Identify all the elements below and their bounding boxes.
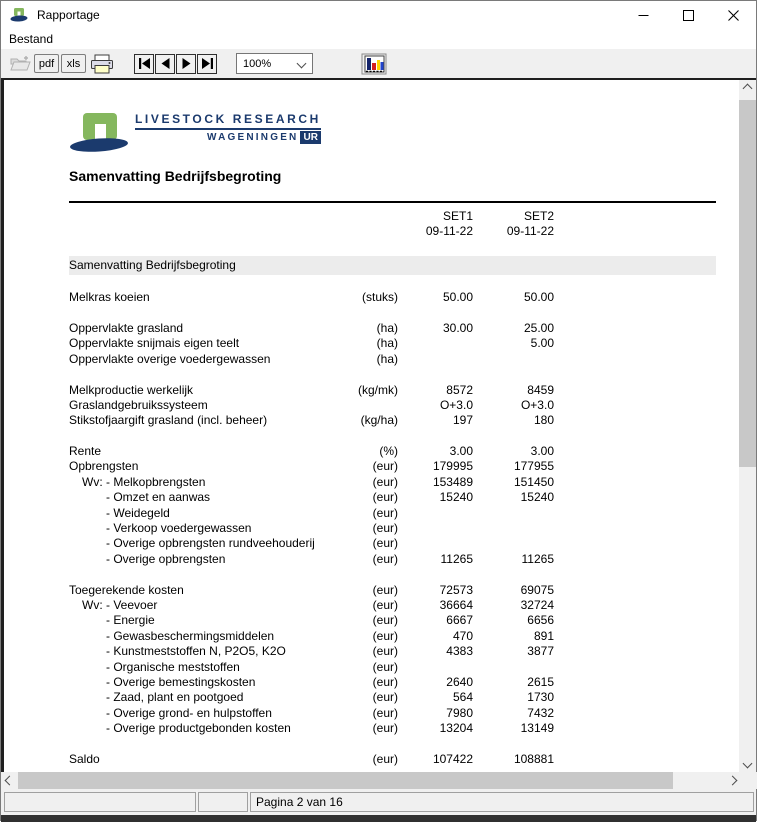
open-report-icon xyxy=(10,56,32,72)
row-label: Stikstofjaargift grasland (incl. beheer) xyxy=(69,413,268,428)
app-icon xyxy=(10,7,28,23)
row-value-set1 xyxy=(398,536,473,551)
blank-row xyxy=(69,275,716,290)
table-row xyxy=(69,459,716,474)
blank-row xyxy=(69,737,716,752)
row-value-set2: 32724 xyxy=(520,597,554,612)
table-row xyxy=(69,444,716,459)
row-value-set1: 3.00 xyxy=(449,444,473,459)
row-label: - Kunstmeststoffen N, P2O5, K2O xyxy=(106,644,286,659)
column-name-set1: SET1 xyxy=(442,209,473,223)
row-value-set2: 8459 xyxy=(527,382,554,397)
table-row xyxy=(69,506,716,521)
next-page-button[interactable] xyxy=(176,54,196,74)
maximize-button[interactable] xyxy=(666,1,711,29)
row-label: Melkras koeien xyxy=(69,290,150,305)
row-value-set2 xyxy=(473,536,554,551)
table-row xyxy=(69,629,716,644)
row-unit: (%) xyxy=(379,444,398,459)
scrollbar-corner xyxy=(741,772,757,789)
row-value-set2: 5.00 xyxy=(530,336,554,351)
table-row xyxy=(69,536,716,551)
row-label: Toegerekende kosten xyxy=(69,582,184,597)
minimize-button[interactable] xyxy=(621,1,666,29)
row-label: Opbrengsten xyxy=(69,459,139,474)
row-label: Saldo xyxy=(69,751,100,766)
horizontal-scrollbar[interactable] xyxy=(1,772,741,789)
row-spacer xyxy=(554,644,716,659)
row-value-set1: 13204 xyxy=(439,721,473,736)
report-page xyxy=(69,80,716,767)
row-label: - Weidegeld xyxy=(106,505,170,520)
status-page-info: Pagina 2 van 16 xyxy=(250,792,754,812)
row-value-set2: 11265 xyxy=(521,551,554,566)
row-spacer xyxy=(554,321,716,336)
row-value-set2 xyxy=(473,352,554,367)
row-spacer xyxy=(554,598,716,613)
row-value-set1: 197 xyxy=(452,413,473,428)
report-title: Samenvatting Bedrijfsbegroting xyxy=(69,168,282,184)
logo-ur-badge: UR xyxy=(300,131,320,144)
row-unit: (eur) xyxy=(372,721,398,736)
row-value-set2: 2615 xyxy=(527,674,554,689)
row-value-set1: 15240 xyxy=(439,490,473,505)
menu-item-bestand[interactable]: Bestand xyxy=(9,32,54,46)
row-label: Oppervlakte snijmais eigen teelt xyxy=(69,336,240,351)
row-unit: (eur) xyxy=(372,674,398,689)
table-row xyxy=(69,690,716,705)
row-label: Wv: - Veevoer xyxy=(82,597,158,612)
logo-text xyxy=(135,112,321,144)
row-label: - Zaad, plant en pootgoed xyxy=(106,690,244,705)
row-spacer xyxy=(554,613,716,628)
row-value-set2: 180 xyxy=(533,413,554,428)
row-value-set1: 2640 xyxy=(446,674,473,689)
row-spacer xyxy=(554,629,716,644)
row-spacer xyxy=(554,459,716,474)
window-title: Rapportage xyxy=(37,8,100,22)
chart-button[interactable] xyxy=(361,53,387,75)
blank-row xyxy=(69,306,716,321)
blank-row xyxy=(69,567,716,582)
row-value-set2: 108881 xyxy=(513,751,554,766)
printer-icon xyxy=(90,54,114,74)
row-label: Wv: - Melkopbrengsten xyxy=(82,474,206,489)
row-spacer xyxy=(554,536,716,551)
row-unit: (eur) xyxy=(372,659,398,674)
row-spacer xyxy=(554,336,716,351)
chevron-up-icon xyxy=(743,84,753,94)
row-value-set2: 50.00 xyxy=(523,290,554,305)
row-spacer xyxy=(554,583,716,598)
row-unit: (eur) xyxy=(372,751,398,766)
table-row xyxy=(69,321,716,336)
row-value-set2 xyxy=(473,506,554,521)
next-page-icon xyxy=(181,58,192,69)
row-value-set2: 3.00 xyxy=(530,444,554,459)
row-value-set2: O+3.0 xyxy=(520,397,554,412)
blank-row xyxy=(69,367,716,382)
report-table xyxy=(69,256,716,768)
row-value-set1 xyxy=(398,521,473,536)
row-spacer xyxy=(554,490,716,505)
last-page-icon xyxy=(201,58,214,69)
row-unit: (ha) xyxy=(376,320,398,335)
row-value-set2: 7432 xyxy=(527,705,554,720)
row-value-set1: 8572 xyxy=(446,382,473,397)
zoom-select[interactable] xyxy=(236,53,313,74)
first-page-icon xyxy=(138,58,151,69)
row-value-set1 xyxy=(398,506,473,521)
row-value-set1 xyxy=(398,660,473,675)
toolbar xyxy=(1,49,756,78)
menu-bar xyxy=(1,29,756,49)
row-unit: (eur) xyxy=(372,521,398,536)
scroll-right-button[interactable] xyxy=(724,772,741,789)
row-spacer xyxy=(554,706,716,721)
row-value-set1: 11265 xyxy=(440,551,473,566)
row-unit: (eur) xyxy=(372,690,398,705)
row-value-set2: 1730 xyxy=(527,690,554,705)
zoom-value: 100% xyxy=(243,57,272,70)
table-row xyxy=(69,336,716,351)
blank-row xyxy=(69,429,716,444)
row-label: - Verkoop voedergewassen xyxy=(106,521,252,536)
row-value-set1: 50.00 xyxy=(442,290,473,305)
row-spacer xyxy=(554,521,716,536)
row-unit: (eur) xyxy=(372,597,398,612)
row-value-set1: 470 xyxy=(452,628,473,643)
table-row xyxy=(69,706,716,721)
status-bar xyxy=(1,789,756,815)
row-spacer xyxy=(554,660,716,675)
row-spacer xyxy=(554,398,716,413)
row-spacer xyxy=(554,552,716,567)
row-spacer xyxy=(554,475,716,490)
chevron-down-icon xyxy=(743,759,753,769)
row-unit: (eur) xyxy=(372,490,398,505)
row-value-set2: 177955 xyxy=(513,459,554,474)
row-value-set1: 179995 xyxy=(432,459,473,474)
row-value-set1: 30.00 xyxy=(442,320,473,335)
row-unit: (eur) xyxy=(372,505,398,520)
chevron-left-icon xyxy=(5,776,15,786)
table-row xyxy=(69,721,716,736)
row-label: - Organische meststoffen xyxy=(106,659,240,674)
row-value-set1: 7980 xyxy=(446,705,473,720)
horizontal-scroll-thumb[interactable] xyxy=(18,772,673,789)
last-page-button[interactable] xyxy=(197,54,217,74)
minimize-icon xyxy=(638,10,649,21)
row-label: - Omzet en aanwas xyxy=(106,490,211,505)
row-label: - Overige productgebonden kosten xyxy=(106,721,291,736)
row-label: - Overige bemestingskosten xyxy=(106,674,256,689)
table-row xyxy=(69,475,716,490)
logo-line1: LIVESTOCK RESEARCH xyxy=(135,112,321,130)
row-label: Rente xyxy=(69,444,102,459)
row-value-set1: 107422 xyxy=(432,751,473,766)
row-unit: (eur) xyxy=(372,582,398,597)
print-button[interactable] xyxy=(89,54,115,74)
logo xyxy=(69,112,716,156)
row-value-set2: 3877 xyxy=(527,644,554,659)
table-row xyxy=(69,383,716,398)
row-spacer xyxy=(554,690,716,705)
row-label: - Overige opbrengsten xyxy=(106,551,226,566)
scroll-left-button[interactable] xyxy=(1,772,18,789)
logo-wageningen: WAGENINGEN xyxy=(207,132,299,143)
row-label: - Gewasbeschermingsmiddelen xyxy=(106,628,275,643)
row-label: - Energie xyxy=(106,613,155,628)
table-row xyxy=(69,660,716,675)
table-row xyxy=(69,521,716,536)
table-row xyxy=(69,490,716,505)
row-value-set1: 36664 xyxy=(439,597,473,612)
row-spacer xyxy=(554,444,716,459)
table-row xyxy=(69,675,716,690)
row-unit: (eur) xyxy=(372,459,398,474)
chevron-right-icon xyxy=(728,776,738,786)
row-unit: (stuks) xyxy=(362,290,398,305)
table-row xyxy=(69,583,716,598)
close-icon xyxy=(728,10,739,21)
chart-icon xyxy=(361,53,387,75)
maximize-icon xyxy=(683,10,694,21)
previous-page-button[interactable] xyxy=(155,54,175,74)
report-viewer xyxy=(1,78,756,772)
row-unit: (eur) xyxy=(372,628,398,643)
status-panel-2 xyxy=(198,792,248,812)
row-spacer xyxy=(554,352,716,367)
table-row xyxy=(69,598,716,613)
row-value-set2: 13149 xyxy=(520,721,554,736)
row-spacer xyxy=(554,675,716,690)
row-unit: (eur) xyxy=(372,644,398,659)
row-unit: (eur) xyxy=(372,705,398,720)
row-value-set1 xyxy=(398,352,473,367)
table-row xyxy=(69,644,716,659)
row-label: Oppervlakte overige voedergewassen xyxy=(69,351,271,366)
column-headers xyxy=(69,209,716,240)
column-name-set2: SET2 xyxy=(523,209,554,223)
row-unit: (eur) xyxy=(372,551,398,566)
row-unit: (kg/ha) xyxy=(360,413,398,428)
vertical-scroll-thumb[interactable] xyxy=(739,100,756,467)
row-unit: (eur) xyxy=(372,613,398,628)
row-label: Oppervlakte grasland xyxy=(69,320,184,335)
table-row xyxy=(69,398,716,413)
row-unit: (eur) xyxy=(372,474,398,489)
row-value-set2 xyxy=(473,521,554,536)
row-value-set2: 25.00 xyxy=(523,320,554,335)
first-page-button[interactable] xyxy=(134,54,154,74)
row-spacer xyxy=(554,721,716,736)
title-bar xyxy=(1,1,756,29)
logo-line2 xyxy=(135,131,321,144)
header-rule xyxy=(69,201,716,203)
row-label: - Overige opbrengsten rundveehouderij xyxy=(106,536,315,551)
row-value-set1: 153489 xyxy=(432,474,473,489)
table-row xyxy=(69,413,716,428)
row-label: Graslandgebruikssysteem xyxy=(69,397,208,412)
row-value-set2: 6656 xyxy=(527,613,554,628)
table-row xyxy=(69,290,716,305)
row-value-set1: 4383 xyxy=(446,644,473,659)
row-spacer xyxy=(554,506,716,521)
row-spacer xyxy=(554,290,716,305)
row-label: - Overige grond- en hulpstoffen xyxy=(106,705,272,720)
table-row xyxy=(69,613,716,628)
row-value-set1: O+3.0 xyxy=(439,397,473,412)
close-button[interactable] xyxy=(711,1,756,29)
chevron-down-icon xyxy=(297,59,307,69)
row-label: Melkproductie werkelijk xyxy=(69,382,194,397)
row-spacer xyxy=(554,752,716,767)
row-value-set2: 15240 xyxy=(520,490,554,505)
row-value-set2: 151450 xyxy=(513,474,554,489)
row-value-set2: 891 xyxy=(533,628,554,643)
row-value-set1 xyxy=(398,336,473,351)
wageningen-logo-icon xyxy=(69,112,131,156)
section-header: Samenvatting Bedrijfsbegroting xyxy=(69,256,716,275)
row-value-set1: 6667 xyxy=(446,613,473,628)
column-date-set1: 09-11-22 xyxy=(425,224,473,239)
previous-page-icon xyxy=(160,58,171,69)
row-unit: (kg/mk) xyxy=(358,382,398,397)
table-row xyxy=(69,352,716,367)
row-spacer xyxy=(554,383,716,398)
export-xls-button[interactable]: xls xyxy=(61,54,86,73)
row-unit xyxy=(328,398,398,413)
row-value-set2: 69075 xyxy=(520,582,554,597)
row-unit: (ha) xyxy=(376,336,398,351)
row-spacer xyxy=(554,413,716,428)
table-row xyxy=(69,752,716,767)
row-value-set2 xyxy=(473,660,554,675)
status-panel-1 xyxy=(4,792,196,812)
table-row xyxy=(69,552,716,567)
vertical-scrollbar[interactable] xyxy=(739,80,756,772)
row-unit: (eur) xyxy=(372,536,398,551)
export-pdf-button[interactable]: pdf xyxy=(34,54,59,73)
row-value-set1: 72573 xyxy=(439,582,473,597)
column-date-set2: 09-11-22 xyxy=(506,224,554,239)
row-unit: (ha) xyxy=(376,351,398,366)
row-value-set1: 564 xyxy=(452,690,473,705)
open-report-button[interactable] xyxy=(9,54,33,74)
scroll-down-button[interactable] xyxy=(739,755,756,772)
scroll-up-button[interactable] xyxy=(739,80,756,97)
